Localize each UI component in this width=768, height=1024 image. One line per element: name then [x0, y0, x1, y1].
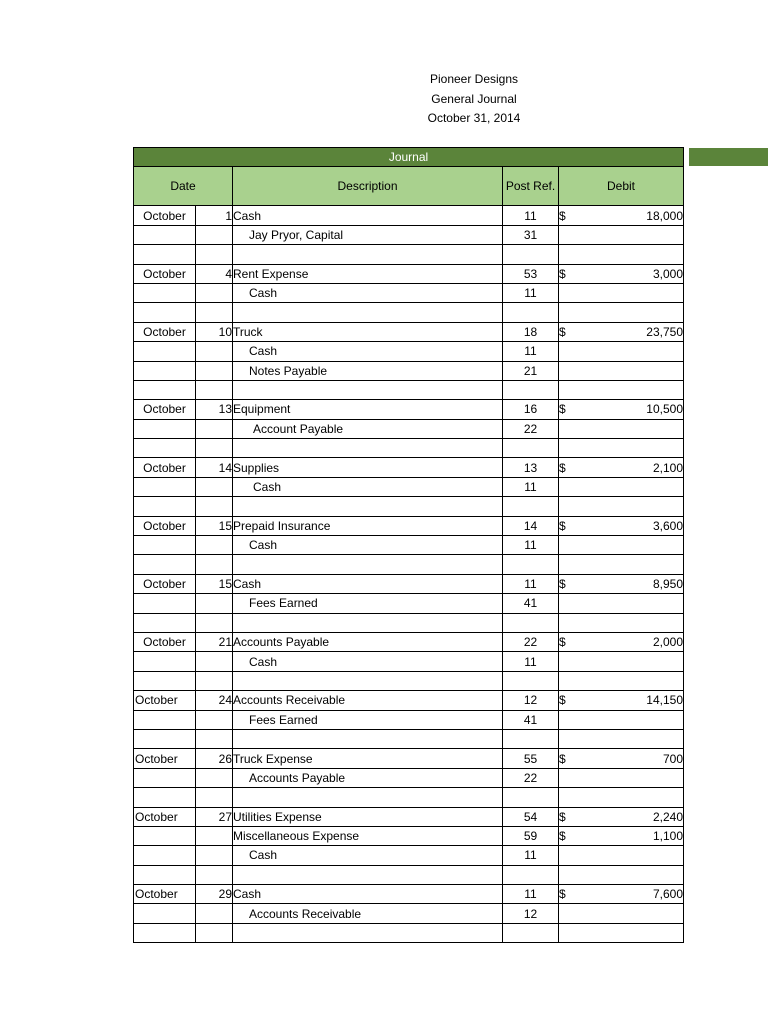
- debit-amount: [559, 826, 684, 845]
- entry-month: October: [134, 885, 196, 904]
- entry-month-empty: [134, 652, 196, 671]
- spacer-row: [134, 865, 684, 884]
- empty-cell: [196, 865, 233, 884]
- post-ref: 54: [503, 807, 559, 826]
- entry-month-empty: [134, 904, 196, 923]
- empty-cell: [134, 729, 196, 748]
- entry-day: 14: [196, 458, 233, 477]
- journal-row: [134, 691, 684, 710]
- debit-amount: [559, 710, 684, 729]
- account-name: Truck: [233, 322, 503, 341]
- entry-day: 26: [196, 749, 233, 768]
- empty-cell: [503, 671, 559, 690]
- journal-row: [134, 826, 684, 845]
- debit-amount: [559, 691, 684, 710]
- debit-amount: [559, 632, 684, 651]
- entry-month: October: [134, 632, 196, 651]
- post-ref: 14: [503, 516, 559, 535]
- debit-amount: [559, 846, 684, 865]
- empty-cell: [196, 380, 233, 399]
- debit-amount: [559, 322, 684, 341]
- account-name: Miscellaneous Expense: [233, 826, 503, 845]
- post-ref: 11: [503, 846, 559, 865]
- empty-cell: [559, 923, 684, 942]
- empty-cell: [196, 613, 233, 632]
- post-ref: 11: [503, 885, 559, 904]
- col-header-debit: Debit: [559, 167, 684, 206]
- currency-symbol: $: [559, 829, 566, 844]
- empty-cell: [233, 923, 503, 942]
- col-header-description: Description: [233, 167, 503, 206]
- entry-day-empty: [196, 361, 233, 380]
- entry-day-empty: [196, 536, 233, 555]
- empty-cell: [134, 497, 196, 516]
- entry-month: October: [134, 574, 196, 593]
- journal-body: [134, 206, 684, 943]
- account-name: Cash: [233, 885, 503, 904]
- entry-day: 27: [196, 807, 233, 826]
- empty-cell: [559, 497, 684, 516]
- account-name: Accounts Payable: [233, 632, 503, 651]
- empty-cell: [503, 555, 559, 574]
- entry-month-empty: [134, 768, 196, 787]
- post-ref: 31: [503, 225, 559, 244]
- empty-cell: [233, 380, 503, 399]
- post-ref: 53: [503, 264, 559, 283]
- account-name: Cash: [233, 652, 503, 671]
- post-ref: 12: [503, 904, 559, 923]
- account-name: Prepaid Insurance: [233, 516, 503, 535]
- post-ref: 12: [503, 691, 559, 710]
- company-name: Pioneer Designs: [429, 72, 519, 86]
- empty-cell: [134, 439, 196, 458]
- post-ref: 59: [503, 826, 559, 845]
- debit-amount: [559, 225, 684, 244]
- empty-cell: [559, 729, 684, 748]
- entry-day: 29: [196, 885, 233, 904]
- empty-cell: [503, 439, 559, 458]
- column-header-row: [134, 167, 684, 206]
- empty-cell: [503, 497, 559, 516]
- debit-amount: [559, 264, 684, 283]
- journal-row: [134, 516, 684, 535]
- currency-symbol: $: [559, 266, 566, 281]
- spacer-row: [134, 380, 684, 399]
- entry-day-empty: [196, 652, 233, 671]
- entry-day-empty: [196, 342, 233, 361]
- empty-cell: [196, 923, 233, 942]
- entry-day: 15: [196, 574, 233, 593]
- empty-cell: [559, 788, 684, 807]
- post-ref: 16: [503, 400, 559, 419]
- empty-cell: [134, 245, 196, 264]
- journal-row: [134, 264, 684, 283]
- empty-cell: [559, 245, 684, 264]
- debit-amount: [559, 594, 684, 613]
- entry-day: 21: [196, 632, 233, 651]
- entry-month-empty: [134, 846, 196, 865]
- journal-row: [134, 419, 684, 438]
- entry-day: 24: [196, 691, 233, 710]
- currency-symbol: $: [559, 809, 566, 824]
- empty-cell: [559, 671, 684, 690]
- post-ref: 11: [503, 652, 559, 671]
- journal-row: [134, 652, 684, 671]
- spacer-row: [134, 555, 684, 574]
- empty-cell: [559, 303, 684, 322]
- entry-month-empty: [134, 361, 196, 380]
- post-ref: 22: [503, 768, 559, 787]
- empty-cell: [503, 613, 559, 632]
- debit-amount: [559, 342, 684, 361]
- currency-symbol: $: [559, 324, 566, 339]
- entry-day: 4: [196, 264, 233, 283]
- journal-row: [134, 768, 684, 787]
- debit-amount: [559, 400, 684, 419]
- entry-month: October: [134, 206, 196, 225]
- currency-symbol: $: [559, 402, 566, 417]
- journal-row: [134, 458, 684, 477]
- account-name: Cash: [233, 574, 503, 593]
- debit-value: 2,100: [652, 460, 683, 475]
- empty-cell: [196, 788, 233, 807]
- journal-table: [133, 147, 684, 943]
- post-ref: 11: [503, 283, 559, 302]
- entry-month: October: [134, 516, 196, 535]
- account-name: Account Payable: [233, 419, 503, 438]
- account-name: Utilities Expense: [233, 807, 503, 826]
- empty-cell: [503, 788, 559, 807]
- account-name: Cash: [233, 283, 503, 302]
- debit-amount: [559, 283, 684, 302]
- entry-day-empty: [196, 594, 233, 613]
- journal-band-extension: [689, 148, 768, 166]
- empty-cell: [503, 865, 559, 884]
- account-name: Accounts Payable: [233, 768, 503, 787]
- entry-day-empty: [196, 225, 233, 244]
- empty-cell: [559, 380, 684, 399]
- empty-cell: [134, 303, 196, 322]
- post-ref: 11: [503, 536, 559, 555]
- empty-cell: [134, 671, 196, 690]
- currency-symbol: $: [559, 518, 566, 533]
- entry-month: October: [134, 322, 196, 341]
- entry-day-empty: [196, 904, 233, 923]
- empty-cell: [559, 555, 684, 574]
- empty-cell: [233, 788, 503, 807]
- journal-row: [134, 536, 684, 555]
- entry-month: October: [134, 458, 196, 477]
- debit-amount: [559, 768, 684, 787]
- currency-symbol: $: [559, 577, 566, 591]
- journal-row: [134, 904, 684, 923]
- entry-month: October: [134, 691, 196, 710]
- entry-month: October: [134, 400, 196, 419]
- account-name: Truck Expense: [233, 749, 503, 768]
- post-ref: 11: [503, 477, 559, 496]
- entry-day: 15: [196, 516, 233, 535]
- journal-title: Journal: [134, 148, 684, 167]
- empty-cell: [503, 303, 559, 322]
- empty-cell: [233, 245, 503, 264]
- empty-cell: [196, 497, 233, 516]
- entry-month-empty: [134, 826, 196, 845]
- entry-day-empty: [196, 846, 233, 865]
- debit-amount: [559, 807, 684, 826]
- entry-month: October: [134, 807, 196, 826]
- empty-cell: [503, 245, 559, 264]
- journal-row: [134, 361, 684, 380]
- spacer-row: [134, 923, 684, 942]
- journal-row: [134, 594, 684, 613]
- post-ref: 21: [503, 361, 559, 380]
- spacer-row: [134, 245, 684, 264]
- report-date: October 31, 2014: [427, 111, 521, 125]
- entry-month-empty: [134, 594, 196, 613]
- journal-row: [134, 710, 684, 729]
- empty-cell: [559, 613, 684, 632]
- journal-row: [134, 632, 684, 651]
- debit-amount: [559, 749, 684, 768]
- journal-row: [134, 885, 684, 904]
- empty-cell: [233, 865, 503, 884]
- post-ref: 13: [503, 458, 559, 477]
- debit-value: 2,000: [652, 635, 683, 650]
- empty-cell: [559, 865, 684, 884]
- account-name: Rent Expense: [233, 264, 503, 283]
- entry-day: 13: [196, 400, 233, 419]
- account-name: Accounts Receivable: [233, 904, 503, 923]
- empty-cell: [196, 671, 233, 690]
- journal-row: [134, 400, 684, 419]
- debit-value: 7,600: [652, 887, 683, 902]
- debit-amount: [559, 477, 684, 496]
- entry-day: 1: [196, 206, 233, 225]
- empty-cell: [134, 923, 196, 942]
- entry-month-empty: [134, 477, 196, 496]
- post-ref: 22: [503, 632, 559, 651]
- debit-value: 1,100: [652, 829, 683, 844]
- entry-day: 10: [196, 322, 233, 341]
- debit-amount: [559, 361, 684, 380]
- account-name: Fees Earned: [233, 710, 503, 729]
- debit-value: 10,500: [646, 402, 683, 417]
- debit-amount: [559, 652, 684, 671]
- debit-amount: [559, 419, 684, 438]
- post-ref: 11: [503, 342, 559, 361]
- entry-month-empty: [134, 283, 196, 302]
- post-ref: 11: [503, 574, 559, 593]
- empty-cell: [503, 729, 559, 748]
- empty-cell: [134, 380, 196, 399]
- currency-symbol: $: [559, 751, 566, 766]
- debit-amount: [559, 458, 684, 477]
- col-header-post-ref: Post Ref.: [503, 167, 559, 206]
- journal-row: [134, 283, 684, 302]
- spacer-row: [134, 497, 684, 516]
- report-name: General Journal: [431, 91, 517, 106]
- entry-day-empty: [196, 768, 233, 787]
- entry-month-empty: [134, 536, 196, 555]
- entry-day-empty: [196, 710, 233, 729]
- account-name: Equipment: [233, 400, 503, 419]
- currency-symbol: $: [559, 635, 566, 650]
- debit-amount: [559, 206, 684, 225]
- report-title-block: [0, 70, 768, 129]
- post-ref: 18: [503, 322, 559, 341]
- debit-amount: [559, 574, 684, 593]
- account-name: Notes Payable: [233, 361, 503, 380]
- empty-cell: [134, 788, 196, 807]
- account-name: Fees Earned: [233, 594, 503, 613]
- spacer-row: [134, 439, 684, 458]
- debit-value: 3,600: [652, 518, 683, 533]
- entry-day-empty: [196, 419, 233, 438]
- empty-cell: [196, 555, 233, 574]
- spacer-row: [134, 671, 684, 690]
- empty-cell: [233, 613, 503, 632]
- entry-day-empty: [196, 283, 233, 302]
- empty-cell: [134, 555, 196, 574]
- empty-cell: [196, 245, 233, 264]
- post-ref: 41: [503, 710, 559, 729]
- account-name: Accounts Receivable: [233, 691, 503, 710]
- journal-row: [134, 342, 684, 361]
- post-ref: 55: [503, 749, 559, 768]
- entry-month-empty: [134, 225, 196, 244]
- currency-symbol: $: [559, 460, 566, 475]
- debit-amount: [559, 885, 684, 904]
- empty-cell: [134, 865, 196, 884]
- empty-cell: [233, 497, 503, 516]
- account-name: Jay Pryor, Capital: [233, 225, 503, 244]
- post-ref: 41: [503, 594, 559, 613]
- empty-cell: [559, 439, 684, 458]
- debit-value: 3,000: [652, 266, 683, 281]
- col-header-date: Date: [134, 167, 233, 206]
- journal-row: [134, 225, 684, 244]
- post-ref: 22: [503, 419, 559, 438]
- account-name: Cash: [233, 536, 503, 555]
- account-name: Cash: [233, 846, 503, 865]
- currency-symbol: $: [559, 693, 566, 708]
- empty-cell: [196, 303, 233, 322]
- debit-value: 8,950: [652, 577, 683, 591]
- account-name: Supplies: [233, 458, 503, 477]
- entry-month-empty: [134, 419, 196, 438]
- empty-cell: [233, 303, 503, 322]
- empty-cell: [134, 613, 196, 632]
- post-ref: 11: [503, 206, 559, 225]
- debit-amount: [559, 536, 684, 555]
- empty-cell: [233, 439, 503, 458]
- empty-cell: [233, 555, 503, 574]
- account-name: Cash: [233, 206, 503, 225]
- empty-cell: [503, 380, 559, 399]
- empty-cell: [196, 729, 233, 748]
- journal-row: [134, 807, 684, 826]
- currency-symbol: $: [559, 208, 566, 223]
- debit-value: 14,150: [646, 693, 683, 708]
- debit-value: 18,000: [646, 208, 683, 223]
- entry-month: October: [134, 264, 196, 283]
- journal-row: [134, 322, 684, 341]
- entry-day-empty: [196, 477, 233, 496]
- entry-month: October: [134, 749, 196, 768]
- spacer-row: [134, 729, 684, 748]
- entry-day-empty: [196, 826, 233, 845]
- empty-cell: [233, 671, 503, 690]
- account-name: Cash: [233, 342, 503, 361]
- journal-row: [134, 846, 684, 865]
- spacer-row: [134, 788, 684, 807]
- entry-month-empty: [134, 342, 196, 361]
- debit-amount: [559, 904, 684, 923]
- empty-cell: [196, 439, 233, 458]
- entry-month-empty: [134, 710, 196, 729]
- journal-row: [134, 574, 684, 593]
- account-name: Cash: [233, 477, 503, 496]
- debit-value: 2,240: [652, 809, 683, 824]
- journal-row: [134, 206, 684, 225]
- empty-cell: [503, 923, 559, 942]
- debit-value: 700: [662, 751, 683, 766]
- debit-amount: [559, 516, 684, 535]
- debit-value: 23,750: [646, 324, 683, 339]
- spacer-row: [134, 303, 684, 322]
- journal-row: [134, 477, 684, 496]
- journal-row: [134, 749, 684, 768]
- spacer-row: [134, 613, 684, 632]
- currency-symbol: $: [559, 887, 566, 902]
- empty-cell: [233, 729, 503, 748]
